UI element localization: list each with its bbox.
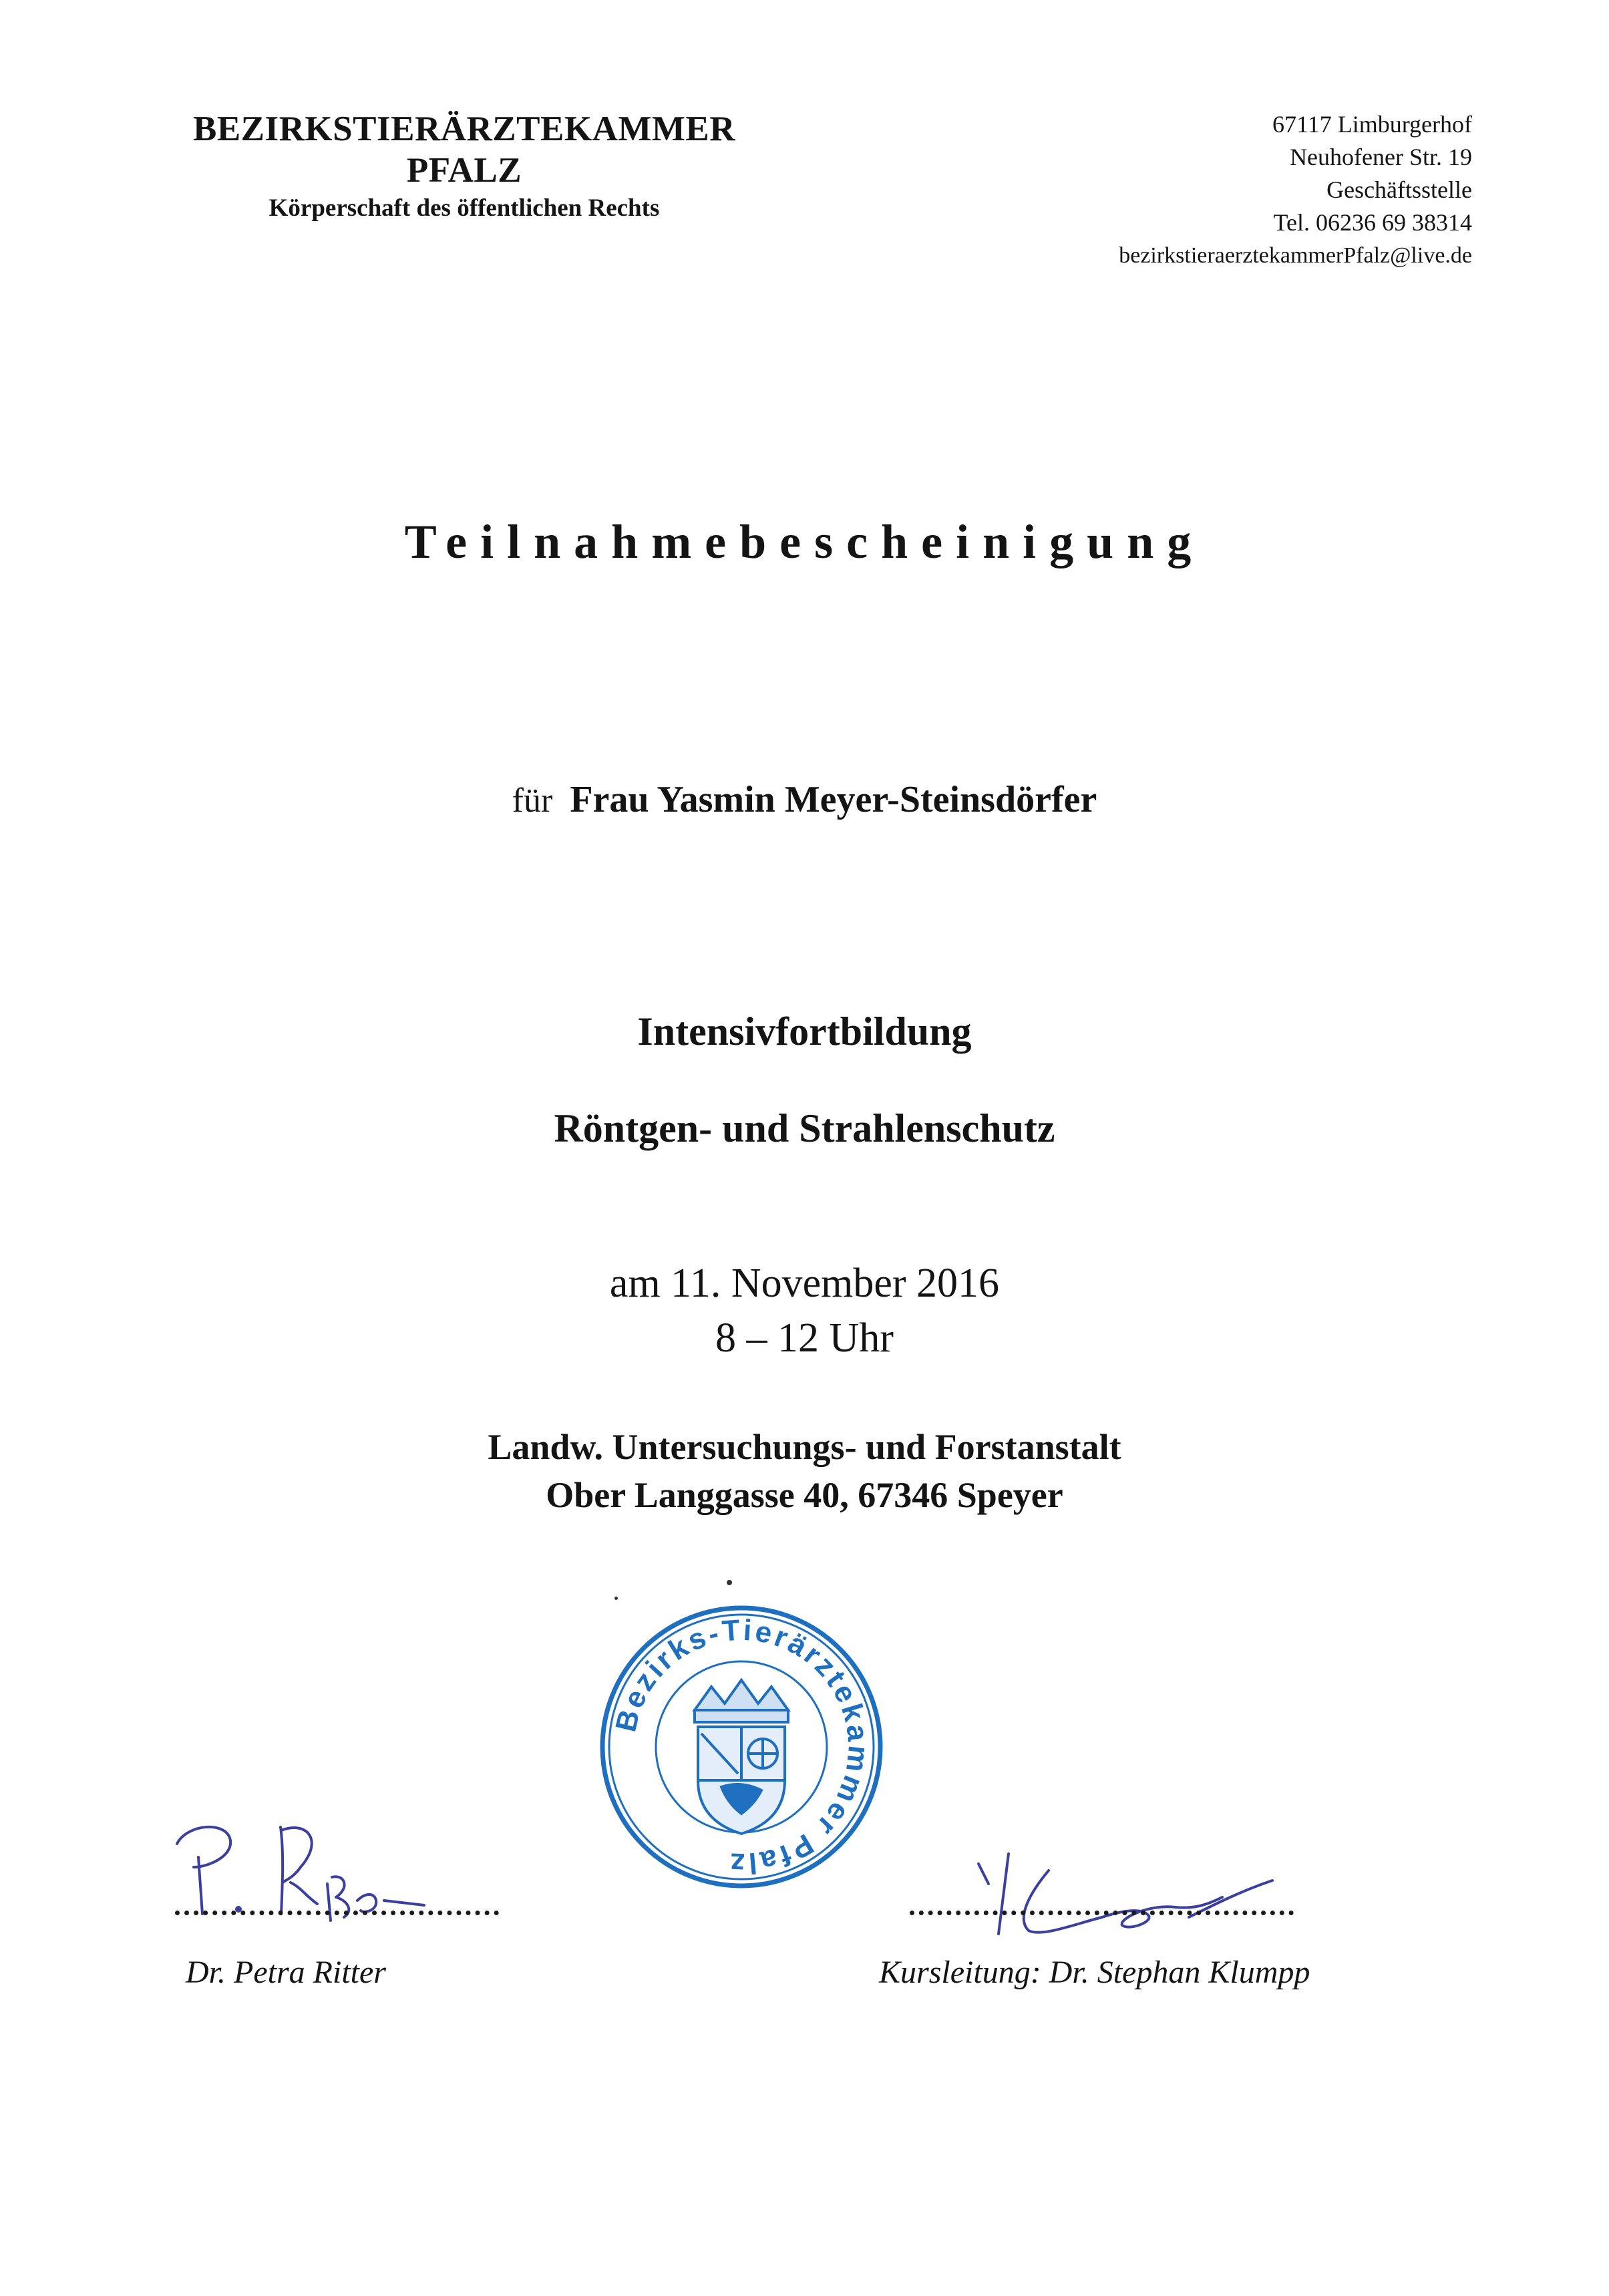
organization-region: PFALZ (406, 151, 522, 190)
seal-text: Bezirks-Tierärztekammer Pfalz (609, 1613, 876, 1880)
for-label: für (512, 782, 553, 820)
signature-line-left (175, 1911, 499, 1915)
venue-name: Landw. Untersuchungs- und Forstanstalt (488, 1427, 1121, 1467)
address-block (1119, 108, 1472, 272)
coat-of-arms-icon (695, 1680, 788, 1834)
address-email: bezirkstieraerztekammerPfalz@live.de (1119, 243, 1472, 268)
course-type: Intensivfortbildung (637, 1009, 972, 1053)
venue-address: Ober Langgasse 40, 67346 Speyer (546, 1475, 1063, 1515)
course-date: am 11. November 2016 (609, 1261, 1000, 1306)
signatory-right-name: Kursleitung: Dr. Stephan Klumpp (879, 1955, 1310, 1990)
address-city: 67117 Limburgerhof (1272, 111, 1472, 138)
signature-left (164, 1804, 444, 1937)
organization-block (87, 108, 842, 224)
course-time: 8 – 12 Uhr (715, 1315, 894, 1361)
recipient-line (0, 778, 1609, 821)
signature-right (968, 1844, 1282, 1951)
venue-block (0, 1423, 1609, 1519)
organization-name: BEZIRKSTIERÄRZTEKAMMER (192, 110, 736, 148)
signature-line-right (910, 1911, 1294, 1915)
address-street: Neuhofener Str. 19 (1290, 144, 1472, 170)
address-office: Geschäftsstelle (1326, 176, 1472, 203)
recipient-name: Frau Yasmin Meyer-Steinsdörfer (570, 779, 1097, 820)
course-topic: Röntgen- und Strahlenschutz (554, 1106, 1055, 1150)
organization-legal-form: Körperschaft des öffentlichen Rechts (269, 194, 660, 222)
address-phone: Tel. 06236 69 38314 (1273, 209, 1472, 236)
signatory-left-name: Dr. Petra Ritter (186, 1955, 386, 1990)
scan-speck (727, 1580, 732, 1585)
date-block (0, 1256, 1609, 1365)
official-seal (594, 1600, 888, 1894)
certificate-title: Teilnahmebescheinigung (404, 515, 1205, 568)
